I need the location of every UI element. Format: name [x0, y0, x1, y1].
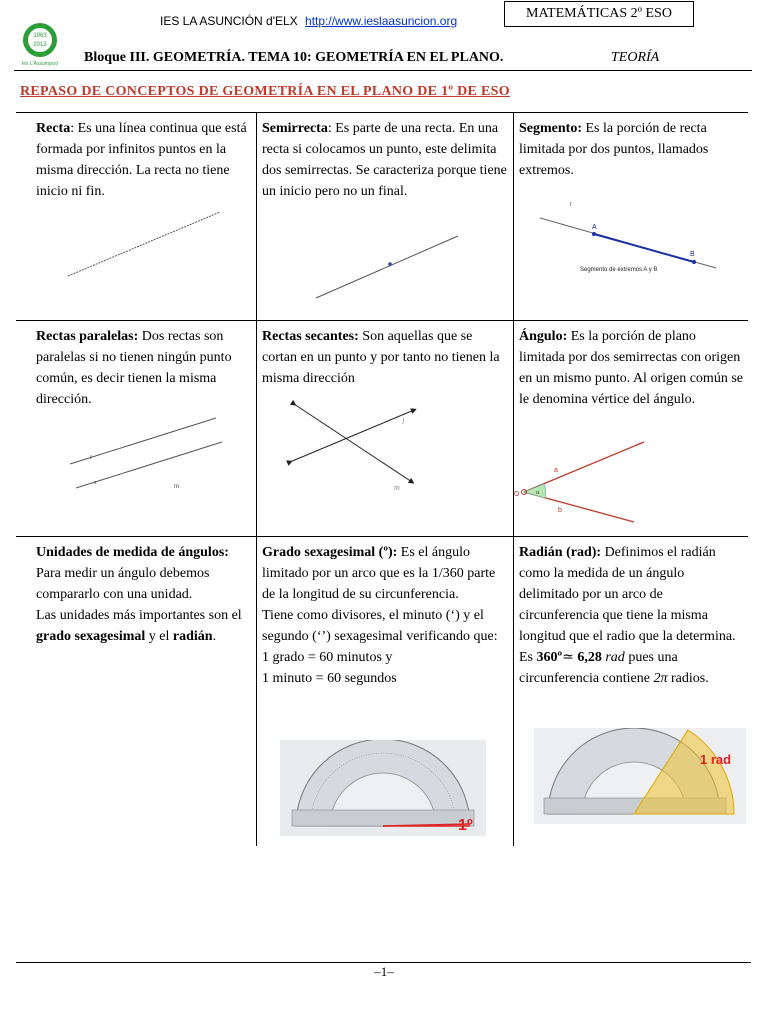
angle-b-label: b — [558, 507, 562, 514]
desc-radian-2: pues una circunferencia contiene — [519, 650, 678, 686]
school-header — [160, 14, 457, 28]
term-secantes: Rectas secantes: — [262, 329, 359, 344]
block-title: Bloque III. GEOMETRÍA. TEMA 10: GEOMETRÍA EN EL PLANO. — [84, 50, 504, 65]
cell-semirrecta — [262, 118, 508, 202]
figure-parallel-lines — [66, 412, 226, 492]
term-angulo: Ángulo: — [519, 329, 568, 344]
logo-year-top: 1963 — [33, 33, 47, 39]
radian-unit: rad — [605, 650, 625, 665]
cell-paralelas — [36, 326, 250, 410]
desc-recta: : Es una línea continua que está formada por infinitos puntos en la misma dirección. La recta no tiene inicio ni fin. — [36, 121, 247, 199]
angle-alpha-label: α — [536, 490, 540, 496]
figure-angle — [514, 434, 654, 526]
page-number: –1– — [374, 964, 394, 979]
table-rule — [16, 536, 748, 537]
cell-radian — [519, 542, 745, 689]
parallel-s-label: s — [94, 480, 97, 486]
radian-eq-left: 360º — [536, 650, 563, 665]
logo-caption: Ies L'Assumpció — [21, 61, 59, 67]
school-name: IES LA ASUNCIÓN d'ELX — [160, 14, 298, 28]
term-radian: radián — [172, 629, 213, 644]
desc-secantes: Son aquellas que se cortan en un punto y por tanto no tienen la misma dirección — [262, 329, 500, 386]
term-semirrecta: Semirrecta — [262, 121, 328, 136]
grado-eq-2: 1 minuto = 60 segundos — [262, 671, 397, 686]
figure-secant-lines — [282, 396, 422, 496]
header-divider — [14, 70, 752, 71]
parallel-m-label: m — [174, 484, 179, 490]
degree-label: 1º — [458, 817, 473, 834]
desc-unidades-4: . — [212, 629, 217, 644]
term-paralelas: Rectas paralelas: — [36, 329, 139, 344]
subject-box: MATEMÁTICAS 2º ESO — [504, 1, 694, 27]
desc-radian-3: radios. — [667, 671, 709, 686]
term-grado-sexagesimal: grado sexagesimal — [36, 629, 146, 644]
term-unidades: Unidades de medida de ángulos: — [36, 545, 229, 560]
figure-line — [66, 208, 226, 280]
segment-a-label: A — [592, 224, 597, 231]
desc-radian-1: Definimos el radián como la medida de un ángulo delimitado por un arco de circunferencia que tiene la misma longitud que el radio que la determina. — [519, 545, 736, 644]
section-title: REPASO DE CONCEPTOS DE GEOMETRÍA EN EL PLANO DE 1º DE ESO — [20, 84, 510, 99]
segment-b-label: B — [690, 251, 695, 258]
cell-grado — [262, 542, 508, 689]
doc-type-label: TEORÍA — [611, 50, 660, 65]
secant-label-2: m — [394, 483, 400, 492]
protractor-radian-image — [534, 728, 746, 824]
concepts-table — [16, 112, 748, 846]
desc-unidades-1: Para medir un ángulo debemos compararlo con una unidad. — [36, 566, 210, 602]
cell-angulo — [519, 326, 743, 410]
angle-vertex-label: O — [514, 491, 520, 498]
figure-ray — [312, 232, 462, 304]
desc-semirrecta: : Es parte de una recta. En una recta si colocamos un punto, este delimita dos semirrectas. Se caracteriza porque tiene un inicio pero no un final. — [262, 121, 507, 199]
segment-r-label: r — [570, 202, 572, 208]
parallel-r-label: r — [90, 455, 92, 461]
desc-paralelas: Dos rectas son paralelas si no tienen ningún punto común, es decir tienen la misma dirección. — [36, 329, 232, 407]
radian-eq-right: 6,28 — [577, 650, 606, 665]
logo-year-bottom: 2013 — [33, 42, 47, 48]
cell-secantes — [262, 326, 508, 389]
term-segmento: Segmento: — [519, 121, 582, 136]
school-logo — [16, 20, 64, 68]
term-recta: Recta — [36, 121, 71, 136]
table-rule — [16, 112, 748, 113]
table-rule — [16, 320, 748, 321]
desc-grado-1: Es el ángulo limitado por un arco que es la 1/360 parte de la longitud de su circunferencia. — [262, 545, 496, 602]
desc-grado-2: Tiene como divisores, el minuto (‘) y el segundo (‘’) sexagesimal verificando que: — [262, 608, 498, 644]
segment-caption: Segmento de extremos A y B — [580, 267, 658, 273]
grado-eq-1: 1 grado = 60 minutos y — [262, 650, 393, 665]
angle-a-label: a — [554, 467, 558, 474]
school-url-link[interactable]: http://www.ieslaasuncion.org — [305, 14, 458, 28]
desc-segmento: Es la porción de recta limitada por dos puntos, llamados extremos. — [519, 121, 709, 178]
cell-unidades — [36, 542, 254, 647]
desc-unidades-3: y el — [145, 629, 173, 644]
radian-es: Es — [519, 650, 537, 665]
cell-recta — [36, 118, 250, 202]
figure-segment — [536, 198, 720, 278]
protractor-degree-image — [280, 740, 486, 836]
desc-angulo: Es la porción de plano limitada por dos semirrectas con origen en un mismo punto. Al origen común se le denomina vértice del ángulo. — [519, 329, 743, 407]
table-rule — [256, 112, 257, 846]
term-radian-def: Radián (rad): — [519, 545, 602, 560]
radian-figure-label: 1 rad — [700, 752, 732, 767]
two-pi: 2π — [653, 671, 668, 686]
term-grado: Grado sexagesimal (º): — [262, 545, 398, 560]
cell-segmento — [519, 118, 743, 181]
radian-approx: ≃ — [562, 650, 574, 665]
desc-unidades-2: Las unidades más importantes son el — [36, 608, 242, 623]
secant-label-1: l — [402, 417, 405, 426]
footer-divider — [16, 962, 751, 963]
